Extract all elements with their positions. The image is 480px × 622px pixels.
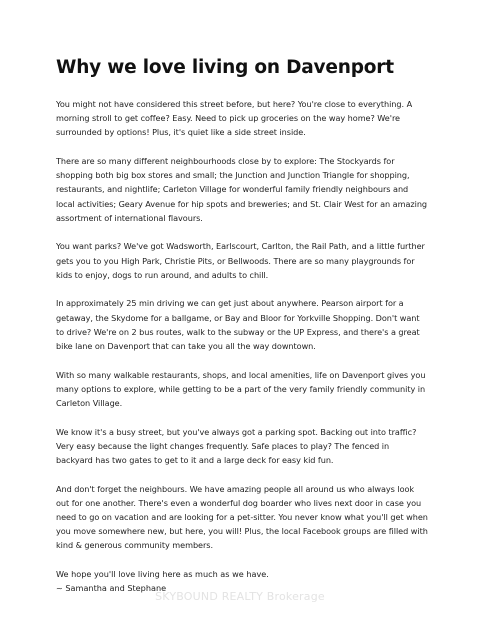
brokerage-watermark: SKYBOUND REALTY Brokerage	[155, 590, 325, 603]
paragraph-transit: In approximately 25 min driving we can get just about anywhere. Pearson airport for a getaway, the Skydome for a ballgame, or Bay and Bloor for Yorkville Shopping. Don't want to drive? We're on 2 bus routes, walk to the subway or the UP Express, and there's a great bike lane on Davenport that can take you all the way downtown.	[56, 298, 420, 352]
page-title: Why we love living on Davenport	[56, 57, 394, 78]
signature: ~ Samantha and Stephane	[56, 583, 167, 594]
paragraph-location: You might not have considered this street before, but here? You're close to everything. A morning stroll to get coffee? Easy. Need to pick up groceries on the way home? We're surrounded by options! Plus, it's quiet like a side street inside.	[56, 99, 413, 138]
paragraph-neighbours: And don't forget the neighbours. We have amazing people all around us who always look out for one another. There's even a wonderful dog boarder who lives next door in case you need to go on vacation and are looking for a pet-sitter. You never know what you'll get when you move somewhere new, but here, you will! Plus, the local Facebook groups are filled with kind & generous community members.	[56, 483, 428, 551]
closing-line: We hope you'll love living here as much as we have.	[56, 569, 269, 580]
paragraph-amenities: With so many walkable restaurants, shops, and local amenities, life on Davenport gives you many options to explore, while getting to be a part of the very family friendly community in Carleton Village.	[56, 369, 426, 409]
paragraph-parking: We know it's a busy street, but you've always got a parking spot. Backing out into traffic? Very easy because the light changes frequently. Safe places to play? The fenced in backyard has two gates to get to it and a large deck for easy kid fun.	[56, 426, 417, 466]
letter-page	[56, 56, 428, 595]
paragraph-neighbourhoods: There are so many different neighbourhoods close by to explore: The Stockyards for shopping both big box stores and small; the Junction and Junction Triangle for shopping, restaurants, and nightlife; Carleton Village for wonderful family friendly neighbours and local activities; Geary Avenue for hip spots and breweries; and St. Clair West for an amazing assortment of international flavours.	[56, 156, 428, 223]
paragraph-parks: You want parks? We've got Wadsworth, Earlscourt, Carlton, the Rail Path, and a little further gets you to you High Park, Christie Pits, or Bellwoods. There are so many playgrounds for kids to enjoy, dogs to run around, and adults to chill.	[56, 241, 425, 280]
